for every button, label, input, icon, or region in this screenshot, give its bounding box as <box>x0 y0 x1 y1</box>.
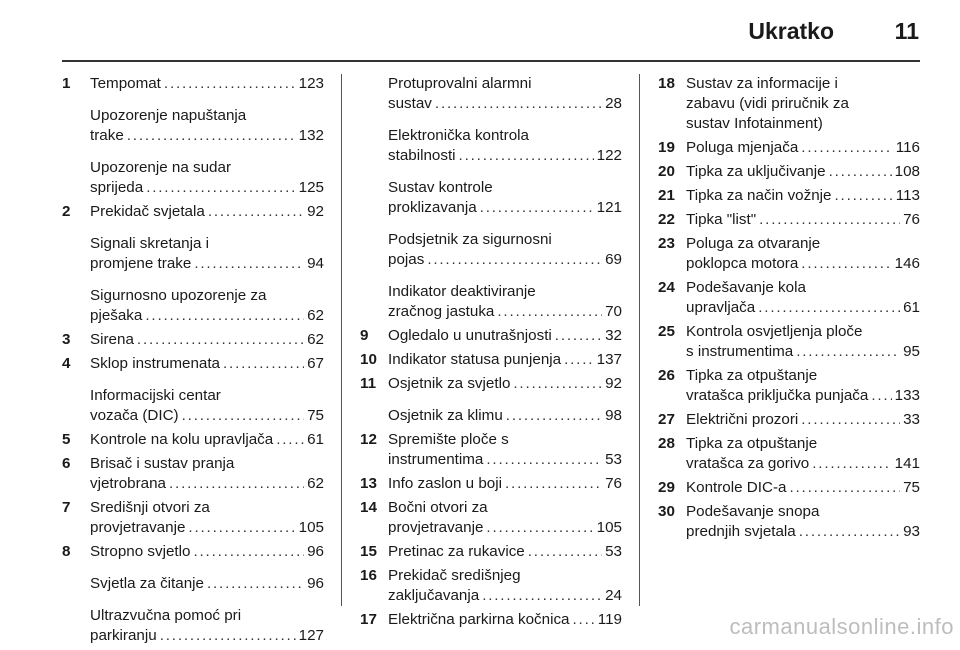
leader-dots <box>164 74 296 94</box>
index-entry <box>658 278 920 318</box>
entry-text: Tipka za otpuštanje <box>686 435 818 452</box>
entry-page-number: 92 <box>605 375 622 392</box>
entry-number: 12 <box>360 431 377 448</box>
entry-text: Stropno svjetlo <box>90 543 191 560</box>
column-divider <box>639 74 640 606</box>
entry-number: 8 <box>62 543 71 560</box>
entry-text: Sustav kontrole <box>388 179 493 196</box>
index-entry <box>360 350 622 370</box>
entry-text: Signali skretanja i <box>90 235 210 252</box>
index-entry <box>360 326 622 346</box>
entry-number: 19 <box>658 139 675 156</box>
entry-text: Pretinac za rukavice <box>388 543 525 560</box>
entry-number: 20 <box>658 163 675 180</box>
index-entry <box>658 210 920 230</box>
header-divider <box>62 60 920 62</box>
entry-page-number: 53 <box>605 451 622 468</box>
leader-dots <box>528 542 602 562</box>
entry-number: 23 <box>658 235 675 252</box>
index-entry <box>658 322 920 362</box>
index-entry <box>62 330 324 350</box>
entry-text: Informacijski centar <box>90 387 221 404</box>
entry-page-number: 94 <box>307 255 324 272</box>
index-entry <box>360 74 622 114</box>
leader-dots <box>506 406 602 426</box>
page-title: Ukratko <box>748 18 834 44</box>
entry-text: Tipka za otpuštanje <box>686 367 818 384</box>
index-entry <box>360 406 622 426</box>
entry-text: promjene trake <box>90 255 192 272</box>
entry-text: Elektronička kontrola <box>388 127 529 144</box>
entry-number: 26 <box>658 367 675 384</box>
index-entry <box>360 126 622 166</box>
column-divider <box>341 74 342 606</box>
index-entry <box>658 502 920 542</box>
index-entry <box>360 230 622 270</box>
leader-dots <box>223 354 304 374</box>
entry-text: zračnog jastuka <box>388 303 495 320</box>
entry-text: Središnji otvori za <box>90 499 210 516</box>
index-entry <box>360 374 622 394</box>
leader-dots <box>188 518 295 538</box>
index-entry <box>360 430 622 470</box>
index-entry <box>360 178 622 218</box>
index-entry <box>62 386 324 426</box>
leader-dots <box>145 306 304 326</box>
leader-dots <box>812 454 891 474</box>
entry-number: 14 <box>360 499 377 516</box>
entry-number: 29 <box>658 479 675 496</box>
entry-text: Sklop instrumenata <box>90 355 221 372</box>
entry-page-number: 24 <box>605 587 622 604</box>
leader-dots <box>759 210 900 230</box>
page-number: 11 <box>894 18 919 44</box>
entry-number: 27 <box>658 411 675 428</box>
entry-text: Svjetla za čitanje <box>90 575 204 592</box>
entry-number: 22 <box>658 211 675 228</box>
entry-text: Protuprovalni alarmni <box>388 75 532 92</box>
index-column-2 <box>360 74 622 634</box>
entry-number: 6 <box>62 455 71 472</box>
entry-page-number: 62 <box>307 475 324 492</box>
entry-page-number: 62 <box>307 331 324 348</box>
index-column-3 <box>658 74 920 546</box>
entry-page-number: 76 <box>903 211 920 228</box>
index-entry <box>62 158 324 198</box>
leader-dots <box>182 406 304 426</box>
entry-text: Prekidač svjetala <box>90 203 205 220</box>
entry-text: sustav Infotainment) <box>686 115 823 132</box>
entry-page-number: 95 <box>903 343 920 360</box>
entry-page-number: 125 <box>298 179 324 196</box>
entry-text: s instrumentima <box>686 343 794 360</box>
index-entry <box>62 106 324 146</box>
entry-number: 18 <box>658 75 675 92</box>
leader-dots <box>435 94 602 114</box>
entry-text: prednjih svjetala <box>686 523 796 540</box>
leader-dots <box>505 474 602 494</box>
leader-dots <box>801 410 900 430</box>
entry-page-number: 132 <box>298 127 324 144</box>
index-entry <box>658 366 920 406</box>
leader-dots <box>480 198 594 218</box>
leader-dots <box>871 386 891 406</box>
leader-dots <box>482 586 602 606</box>
entry-number: 1 <box>62 75 71 92</box>
entry-text: zabavu (vidi priručnik za <box>686 95 849 112</box>
entry-text: Brisač i sustav pranja <box>90 455 235 472</box>
entry-page-number: 61 <box>903 299 920 316</box>
entry-text: Indikator statusa punjenja <box>388 351 562 368</box>
leader-dots <box>137 330 304 350</box>
entry-page-number: 62 <box>307 307 324 324</box>
entry-number: 25 <box>658 323 675 340</box>
leader-dots <box>497 302 602 322</box>
index-entry <box>658 138 920 158</box>
index-entry <box>62 430 324 450</box>
entry-text: Tipka za način vožnje <box>686 187 832 204</box>
entry-text: Upozorenje na sudar <box>90 159 231 176</box>
leader-dots <box>829 162 892 182</box>
entry-text: Osjetnik za klimu <box>388 407 503 424</box>
entry-text: Poluga mjenjača <box>686 139 799 156</box>
leader-dots <box>513 374 602 394</box>
leader-dots <box>193 542 304 562</box>
entry-page-number: 70 <box>605 303 622 320</box>
entry-page-number: 119 <box>597 611 622 628</box>
leader-dots <box>799 522 900 542</box>
entry-text: upravljača <box>686 299 756 316</box>
entry-text: Osjetnik za svjetlo <box>388 375 511 392</box>
entry-page-number: 93 <box>903 523 920 540</box>
entry-page-number: 33 <box>903 411 920 428</box>
entry-text: pješaka <box>90 307 143 324</box>
entry-text: Električni prozori <box>686 411 799 428</box>
entry-text: Sigurnosno upozorenje za <box>90 287 267 304</box>
entry-number: 2 <box>62 203 71 220</box>
entry-page-number: 75 <box>903 479 920 496</box>
index-entry <box>658 410 920 430</box>
entry-number: 10 <box>360 351 377 368</box>
index-entry <box>62 606 324 646</box>
watermark: carmanualsonline.info <box>729 614 954 639</box>
leader-dots <box>801 138 892 158</box>
entry-text: Info zaslon u boji <box>388 475 502 492</box>
leader-dots <box>459 146 594 166</box>
entry-text: instrumentima <box>388 451 484 468</box>
entry-page-number: 121 <box>596 199 622 216</box>
index-column-1 <box>62 74 324 650</box>
entry-number: 24 <box>658 279 675 296</box>
index-entry <box>360 498 622 538</box>
leader-dots <box>789 478 900 498</box>
entry-page-number: 67 <box>307 355 324 372</box>
entry-page-number: 96 <box>307 543 324 560</box>
leader-dots <box>160 626 296 646</box>
index-entry <box>360 282 622 322</box>
entry-page-number: 116 <box>895 139 920 156</box>
entry-text: poklopca motora <box>686 255 799 272</box>
leader-dots <box>127 126 296 146</box>
entry-page-number: 53 <box>605 543 622 560</box>
index-entry <box>62 454 324 494</box>
entry-text: zaključavanja <box>388 587 480 604</box>
index-entry <box>360 610 622 630</box>
entry-page-number: 141 <box>894 455 920 472</box>
entry-page-number: 28 <box>605 95 622 112</box>
entry-page-number: 108 <box>894 163 920 180</box>
entry-text: Električna parkirna kočnica <box>388 611 570 628</box>
entry-page-number: 92 <box>307 203 324 220</box>
leader-dots <box>758 298 900 318</box>
entry-number: 9 <box>360 327 369 344</box>
entry-number: 28 <box>658 435 675 452</box>
entry-page-number: 75 <box>307 407 324 424</box>
entry-text: sustav <box>388 95 432 112</box>
entry-page-number: 123 <box>298 75 324 92</box>
leader-dots <box>208 202 304 222</box>
index-entry <box>658 186 920 206</box>
entry-number: 21 <box>658 187 675 204</box>
index-entry <box>62 202 324 222</box>
entry-number: 30 <box>658 503 675 520</box>
entry-text: Poluga za otvaranje <box>686 235 821 252</box>
entry-number: 3 <box>62 331 71 348</box>
entry-number: 7 <box>62 499 71 516</box>
entry-text: provjetravanje <box>90 519 186 536</box>
index-entry <box>360 566 622 606</box>
entry-page-number: 32 <box>605 327 622 344</box>
index-entry <box>658 478 920 498</box>
index-entry <box>62 498 324 538</box>
entry-page-number: 96 <box>307 575 324 592</box>
leader-dots <box>555 326 602 346</box>
entry-text: Spremište ploče s <box>388 431 509 448</box>
entry-text: Kontrola osvjetljenja ploče <box>686 323 863 340</box>
entry-text: Prekidač središnjeg <box>388 567 521 584</box>
index-entry <box>658 434 920 474</box>
entry-page-number: 127 <box>298 627 324 644</box>
entry-page-number: 133 <box>894 387 920 404</box>
entry-text: Tipka za uključivanje <box>686 163 826 180</box>
entry-text: vratašca za gorivo <box>686 455 810 472</box>
index-entry <box>62 234 324 274</box>
entry-text: sprijeda <box>90 179 144 196</box>
index-entry <box>62 354 324 374</box>
entry-page-number: 105 <box>298 519 324 536</box>
entry-text: pojas <box>388 251 425 268</box>
entry-text: Ogledalo u unutrašnjosti <box>388 327 552 344</box>
entry-number: 15 <box>360 543 377 560</box>
entry-page-number: 146 <box>894 255 920 272</box>
entry-page-number: 105 <box>596 519 622 536</box>
entry-text: provjetravanje <box>388 519 484 536</box>
entry-text: Podsjetnik za sigurnosni <box>388 231 552 248</box>
entry-page-number: 69 <box>605 251 622 268</box>
entry-text: Sustav za informacije i <box>686 75 838 92</box>
entry-text: trake <box>90 127 124 144</box>
index-entry <box>62 74 324 94</box>
entry-text: Tipka "list" <box>686 211 757 228</box>
entry-text: stabilnosti <box>388 147 456 164</box>
leader-dots <box>796 342 900 362</box>
entry-number: 17 <box>360 611 377 628</box>
entry-text: proklizavanja <box>388 199 477 216</box>
entry-text: vozača (DIC) <box>90 407 179 424</box>
entry-number: 4 <box>62 355 71 372</box>
entry-page-number: 122 <box>596 147 622 164</box>
entry-text: Sirena <box>90 331 134 348</box>
entry-text: Bočni otvori za <box>388 499 488 516</box>
leader-dots <box>834 186 892 206</box>
index-entry <box>658 234 920 274</box>
entry-page-number: 137 <box>596 351 622 368</box>
leader-dots <box>276 430 304 450</box>
index-entry <box>658 162 920 182</box>
index-entry <box>62 542 324 562</box>
leader-dots <box>146 178 295 198</box>
leader-dots <box>801 254 891 274</box>
leader-dots <box>207 574 304 594</box>
entry-text: Tempomat <box>90 75 161 92</box>
index-entry <box>62 574 324 594</box>
entry-text: Kontrole DIC-a <box>686 479 787 496</box>
entry-text: Podešavanje snopa <box>686 503 820 520</box>
leader-dots <box>564 350 594 370</box>
leader-dots <box>169 474 304 494</box>
entry-text: Podešavanje kola <box>686 279 806 296</box>
leader-dots <box>573 610 595 630</box>
entry-number: 11 <box>360 375 377 392</box>
leader-dots <box>486 518 593 538</box>
index-entry <box>360 474 622 494</box>
index-entry <box>62 286 324 326</box>
index-entry <box>360 542 622 562</box>
entry-text: Upozorenje napuštanja <box>90 107 247 124</box>
entry-page-number: 76 <box>605 475 622 492</box>
entry-text: Ultrazvučna pomoć pri <box>90 607 242 624</box>
leader-dots <box>427 250 602 270</box>
entry-page-number: 113 <box>895 187 920 204</box>
entry-page-number: 98 <box>605 407 622 424</box>
entry-text: parkiranju <box>90 627 157 644</box>
entry-text: Kontrole na kolu upravljača <box>90 431 274 448</box>
leader-dots <box>486 450 602 470</box>
entry-text: vratašca priključka punjača <box>686 387 869 404</box>
index-entry <box>658 74 920 134</box>
entry-page-number: 61 <box>307 431 324 448</box>
entry-text: Indikator deaktiviranje <box>388 283 536 300</box>
entry-text: vjetrobrana <box>90 475 166 492</box>
entry-number: 13 <box>360 475 377 492</box>
entry-number: 16 <box>360 567 377 584</box>
leader-dots <box>194 254 304 274</box>
entry-number: 5 <box>62 431 71 448</box>
